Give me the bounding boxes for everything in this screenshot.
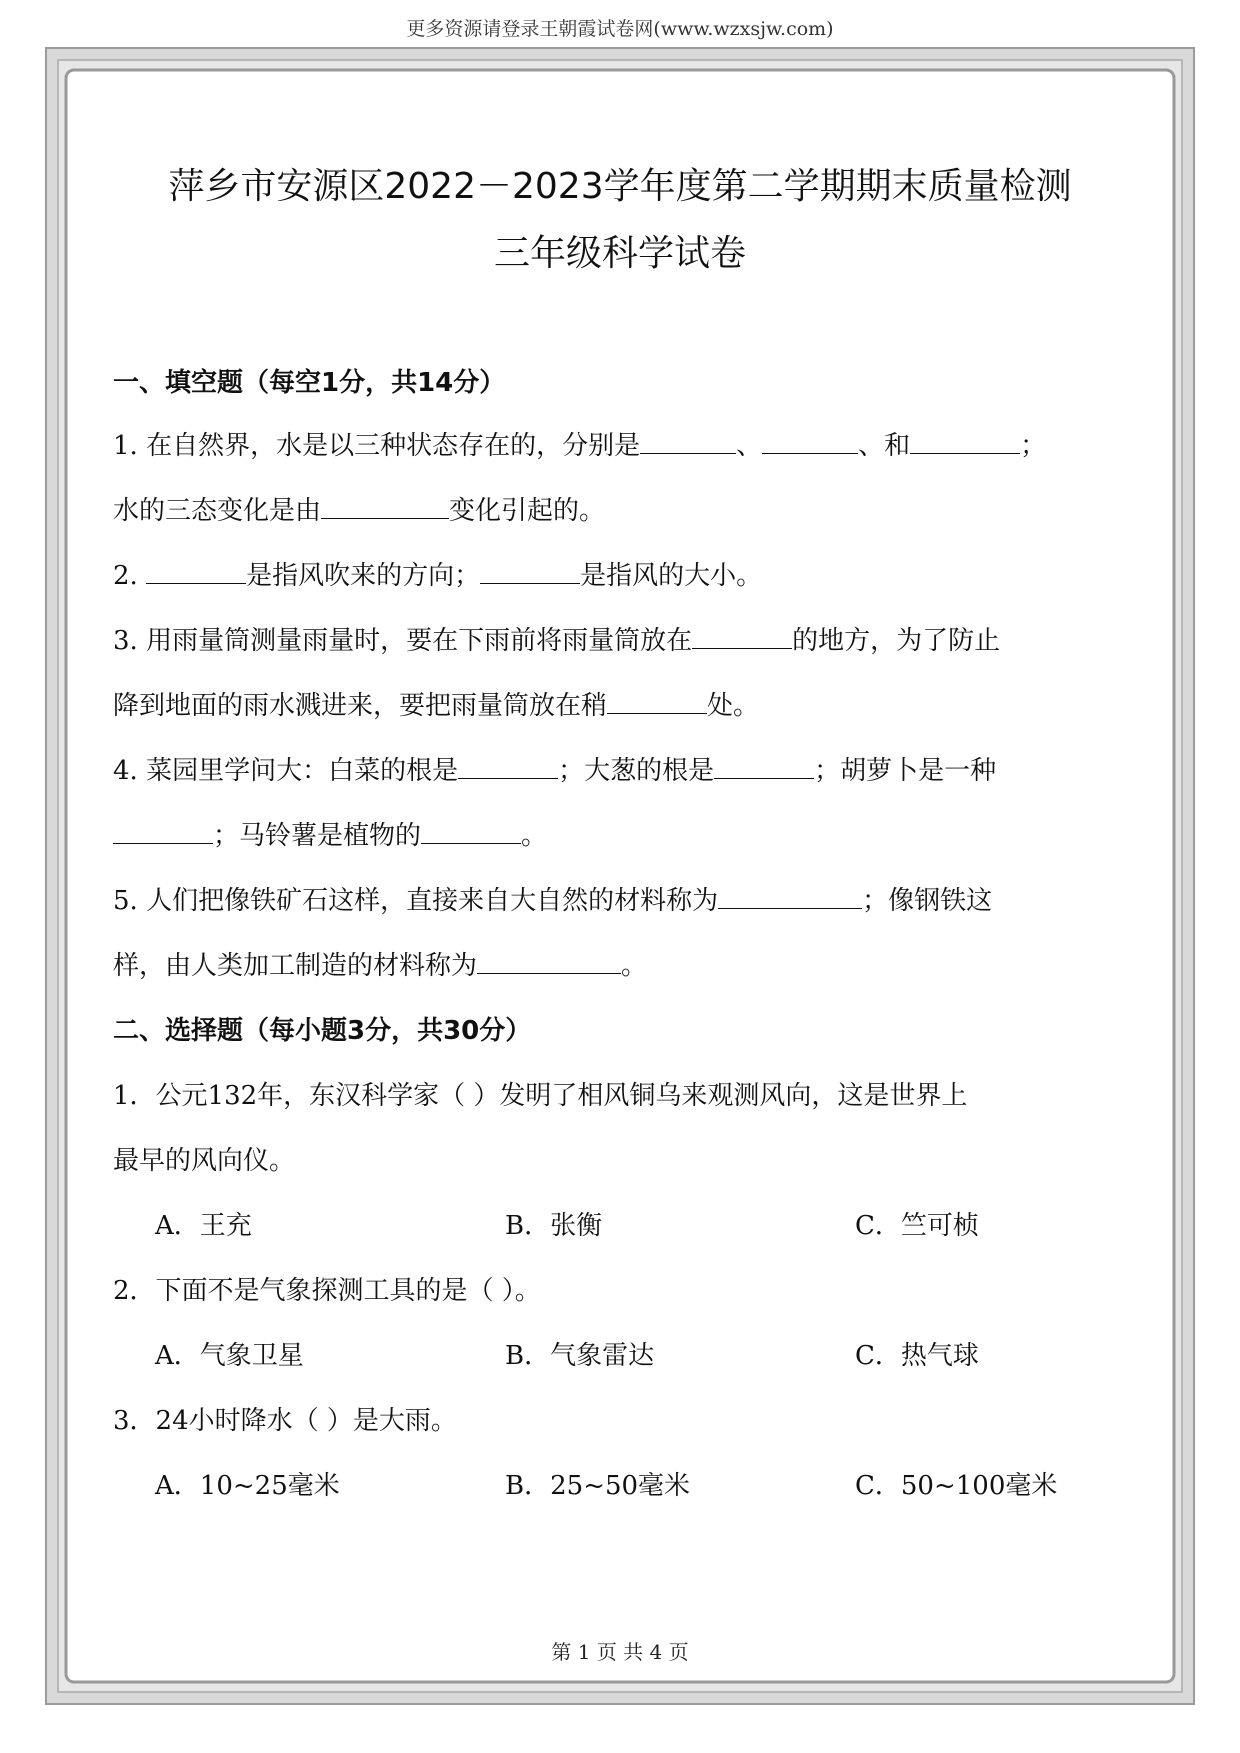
question-4-line-1 (113, 750, 1128, 787)
question-text: ；胡萝卜是一种 (814, 756, 997, 786)
question-text: ；马铃薯是植物的 (213, 821, 422, 851)
section-choice-heading: 二、选择题（每小题3分，共30分） (113, 1016, 532, 1046)
choice-question-3: 3．24小时降水（ ）是大雨。 (113, 1406, 457, 1436)
answer-blank[interactable] (607, 687, 707, 714)
question-text: 2. (113, 561, 147, 591)
answer-blank[interactable] (477, 947, 621, 974)
answer-blank[interactable] (640, 427, 736, 454)
answer-blank[interactable] (458, 752, 558, 779)
question-5-line-1 (113, 880, 1128, 917)
option-c[interactable]: C．热气球 (855, 1341, 979, 1371)
question-text: 4. 菜园里学问大：白菜的根是 (113, 756, 459, 786)
option-b[interactable]: B．气象雷达 (505, 1341, 655, 1371)
question-text: 样，由人类加工制造的材料称为 (113, 951, 478, 981)
option-b[interactable]: B．张衡 (505, 1211, 603, 1241)
question-text: 变化引起的。 (449, 496, 606, 526)
question-text: 水的三态变化是由 (113, 496, 322, 526)
answer-blank[interactable] (421, 817, 521, 844)
question-text: 5. 人们把像铁矿石这样，直接来自大自然的材料称为 (113, 886, 719, 916)
question-text: 。 (521, 821, 548, 851)
option-a[interactable]: A．气象卫星 (155, 1341, 304, 1371)
question-text: 的地方，为了防止 (792, 626, 1001, 656)
question-text: 、 (736, 431, 763, 461)
question-text: 3. 用雨量筒测量雨量时，要在下雨前将雨量筒放在 (113, 626, 693, 656)
question-1-line-2 (113, 490, 1128, 527)
choice-question-1-line-1: 1．公元132年，东汉科学家（ ）发明了相风铜乌来观测风向，这是世界上 (113, 1081, 968, 1111)
answer-blank[interactable] (714, 752, 814, 779)
question-text: ；大葱的根是 (558, 756, 715, 786)
option-a[interactable]: A．10~25毫米 (155, 1471, 340, 1501)
question-1-line-1 (113, 425, 1128, 462)
answer-blank[interactable] (480, 557, 580, 584)
section-fill-blank-heading: 一、填空题（每空1分，共14分） (113, 368, 506, 398)
answer-blank[interactable] (692, 622, 792, 649)
question-2 (113, 555, 1128, 592)
question-text: 降到地面的雨水溅进来，要把雨量筒放在稍 (113, 691, 608, 721)
answer-blank[interactable] (762, 427, 858, 454)
question-5-line-2 (113, 945, 1128, 982)
option-a[interactable]: A．王充 (155, 1211, 252, 1241)
question-text: 处。 (707, 691, 760, 721)
page-footer: 第 1 页 共 4 页 (551, 1640, 689, 1664)
question-3-line-2 (113, 685, 1128, 722)
option-b[interactable]: B．25~50毫米 (505, 1471, 691, 1501)
question-3-line-1 (113, 620, 1128, 657)
choice-question-1-line-2: 最早的风向仪。 (113, 1146, 296, 1176)
answer-blank[interactable] (718, 882, 862, 909)
question-text: 、和 (858, 431, 911, 461)
header-note: 更多资源请登录王朝霞试卷网(www.wzxsjw.com) (406, 18, 834, 40)
question-text: ； (1020, 431, 1047, 461)
choice-question-2: 2．下面不是气象探测工具的是（ ）。 (113, 1276, 541, 1306)
question-text: 。 (621, 951, 648, 981)
exam-title: 萍乡市安源区2022－2023学年度第二学期期末质量检测 (168, 166, 1072, 207)
answer-blank[interactable] (910, 427, 1020, 454)
option-c[interactable]: C．50~100毫米 (855, 1471, 1058, 1501)
answer-blank[interactable] (321, 492, 449, 519)
question-4-line-2 (113, 815, 1128, 852)
exam-subtitle: 三年级科学试卷 (493, 233, 746, 274)
question-text: 是指风吹来的方向； (246, 561, 481, 591)
question-text: 1. 在自然界，水是以三种状态存在的，分别是 (113, 431, 641, 461)
answer-blank[interactable] (146, 557, 246, 584)
answer-blank[interactable] (113, 817, 213, 844)
question-text: 是指风的大小。 (580, 561, 763, 591)
question-text: ；像钢铁这 (862, 886, 993, 916)
option-c[interactable]: C．竺可桢 (855, 1211, 979, 1241)
